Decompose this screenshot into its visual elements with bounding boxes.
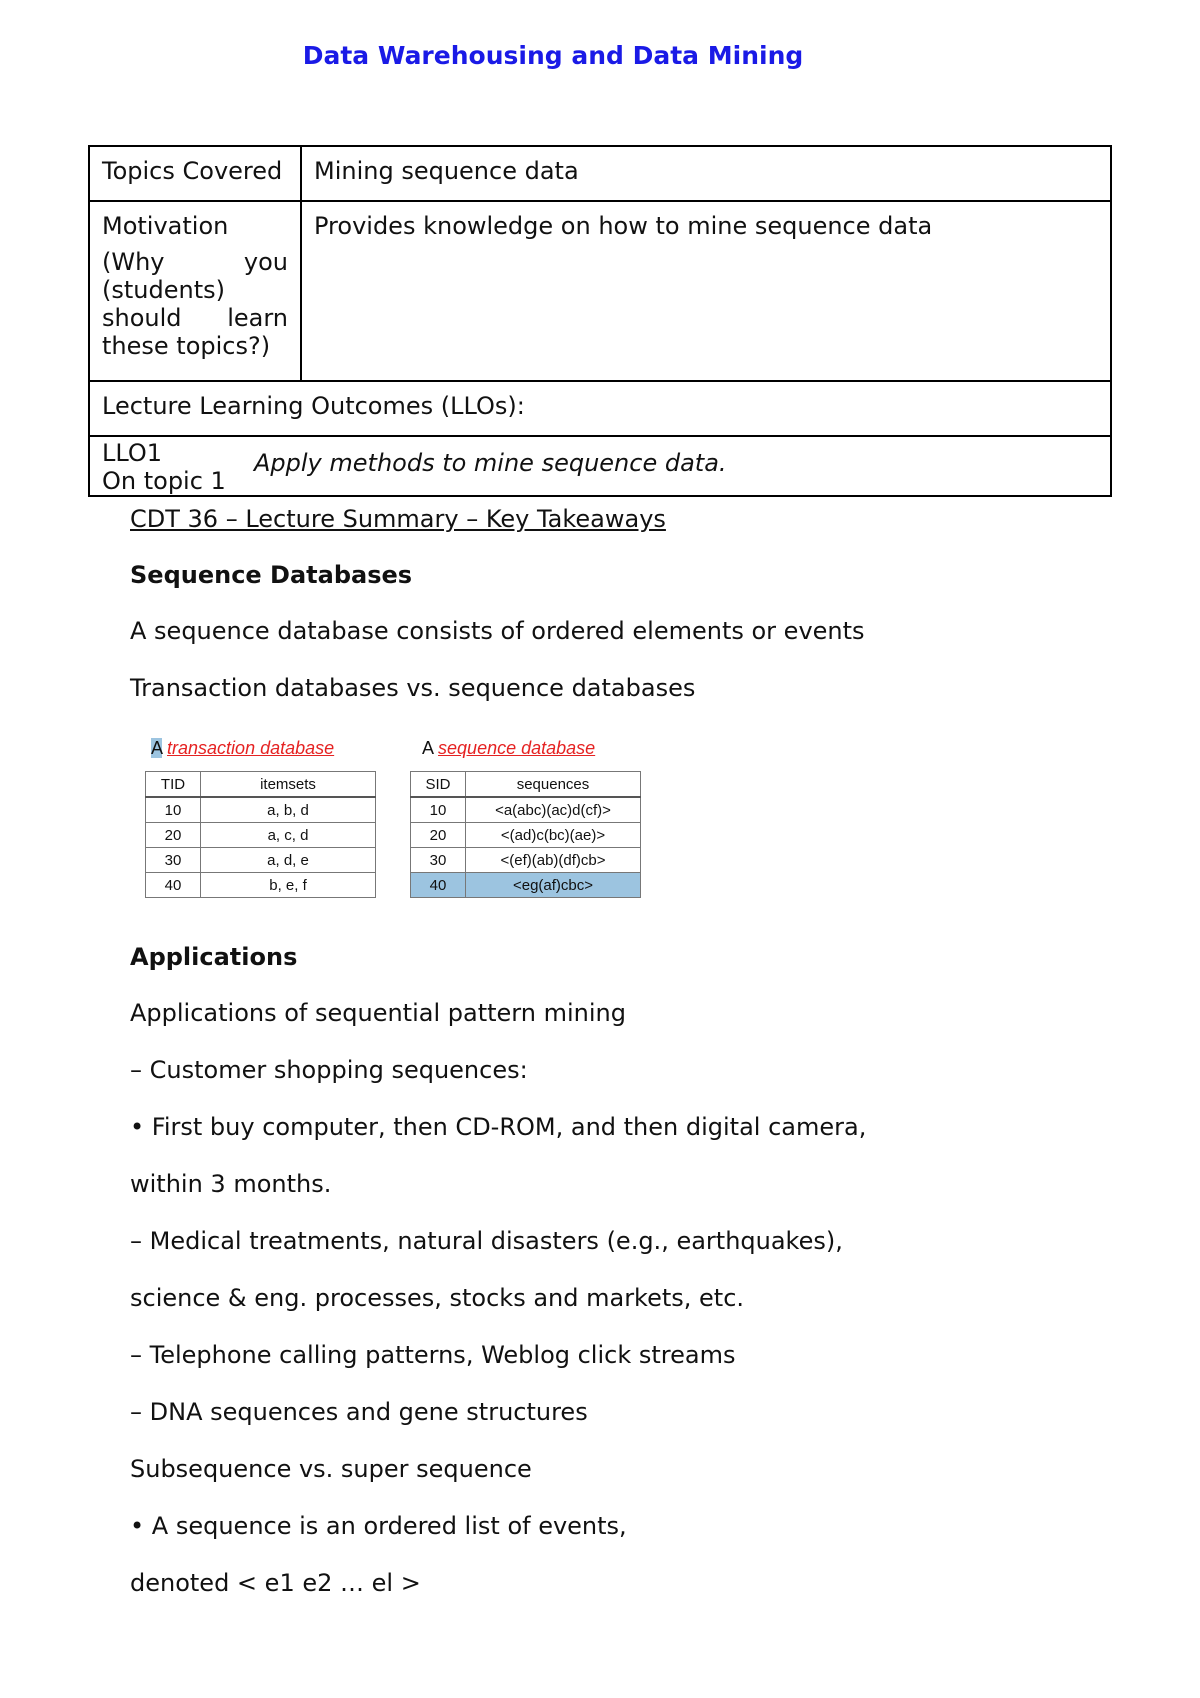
sequence-value: <(ef)(ab)(df)cb> [466, 848, 641, 873]
sequence-header-sid: SID [411, 772, 466, 798]
transaction-itemset: a, c, d [201, 823, 376, 848]
summary-title: CDT 36 – Lecture Summary – Key Takeaways [130, 505, 666, 533]
transaction-itemset: a, b, d [201, 797, 376, 823]
sequence-caption [422, 738, 595, 759]
table-row [146, 797, 376, 823]
table-row [146, 848, 376, 873]
transaction-caption-prefix: A [151, 738, 163, 758]
seqdb-paragraph-2: Transaction databases vs. sequence databases [130, 674, 696, 702]
sequence-caption-word: sequence database [438, 738, 596, 758]
motivation-label: Motivation [102, 212, 229, 240]
summary-line: denoted < e1 e2 … el > [130, 1569, 421, 1597]
transaction-header-itemsets: itemsets [201, 772, 376, 798]
transaction-caption-word: transaction database [167, 738, 335, 758]
summary-line: – DNA sequences and gene structures [130, 1398, 588, 1426]
summary-line: science & eng. processes, stocks and markets, etc. [130, 1284, 745, 1312]
summary-line: within 3 months. [130, 1170, 332, 1198]
heading-applications: Applications [130, 943, 298, 971]
transaction-caption [151, 738, 334, 759]
llo-code-cell [90, 437, 240, 495]
motivation-why: (Why you (students) should learn these topics?) [102, 248, 288, 360]
llo-code: LLO1 [102, 439, 163, 467]
summary-line: – Telephone calling patterns, Weblog click streams [130, 1341, 736, 1369]
transaction-tid: 40 [146, 873, 201, 898]
sequence-table [410, 771, 641, 898]
transaction-tid: 30 [146, 848, 201, 873]
table-row [411, 797, 641, 823]
sequence-caption-prefix: A [422, 738, 434, 758]
llo-header-row [89, 381, 1111, 436]
motivation-row [89, 201, 1111, 381]
summary-line: • A sequence is an ordered list of events, [130, 1512, 627, 1540]
info-table [88, 145, 1112, 497]
llo-header: Lecture Learning Outcomes (LLOs): [89, 381, 1111, 436]
llo-topic: On topic 1 [102, 467, 226, 495]
transaction-table [145, 771, 376, 898]
transaction-tid: 10 [146, 797, 201, 823]
sequence-value: <(ad)c(bc)(ae)> [466, 823, 641, 848]
table-row [411, 823, 641, 848]
table-row [411, 873, 641, 898]
sequence-sid: 20 [411, 823, 466, 848]
sequence-sid: 40 [411, 873, 466, 898]
summary-line: • First buy computer, then CD-ROM, and then digital camera, [130, 1113, 867, 1141]
sequence-sid: 10 [411, 797, 466, 823]
transaction-itemset: a, d, e [201, 848, 376, 873]
motivation-value: Provides knowledge on how to mine sequence data [301, 201, 1111, 381]
transaction-itemset: b, e, f [201, 873, 376, 898]
table-row [146, 823, 376, 848]
llo-cell [89, 436, 1111, 496]
seqdb-paragraph-1: A sequence database consists of ordered elements or events [130, 617, 865, 645]
topics-value: Mining sequence data [301, 146, 1111, 201]
heading-sequence-databases: Sequence Databases [130, 561, 413, 589]
transaction-tid: 20 [146, 823, 201, 848]
llo-row [89, 436, 1111, 496]
llo-text: Apply methods to mine sequence data. [254, 449, 727, 477]
database-comparison-figure [145, 738, 645, 908]
motivation-cell [89, 201, 301, 381]
topics-row [89, 146, 1111, 201]
summary-line: Applications of sequential pattern mining [130, 999, 626, 1027]
sequence-value: <eg(af)cbc> [466, 873, 641, 898]
topics-label: Topics Covered [89, 146, 301, 201]
sequence-sid: 30 [411, 848, 466, 873]
table-row [146, 873, 376, 898]
document-title: Data Warehousing and Data Mining [302, 41, 804, 70]
sequence-value: <a(abc)(ac)d(cf)> [466, 797, 641, 823]
transaction-header-tid: TID [146, 772, 201, 798]
summary-line: – Medical treatments, natural disasters (e.g., earthquakes), [130, 1227, 843, 1255]
summary-line: Subsequence vs. super sequence [130, 1455, 532, 1483]
summary-line: – Customer shopping sequences: [130, 1056, 528, 1084]
llo-inner-table [90, 437, 1110, 495]
table-row [411, 848, 641, 873]
sequence-header-sequences: sequences [466, 772, 641, 798]
